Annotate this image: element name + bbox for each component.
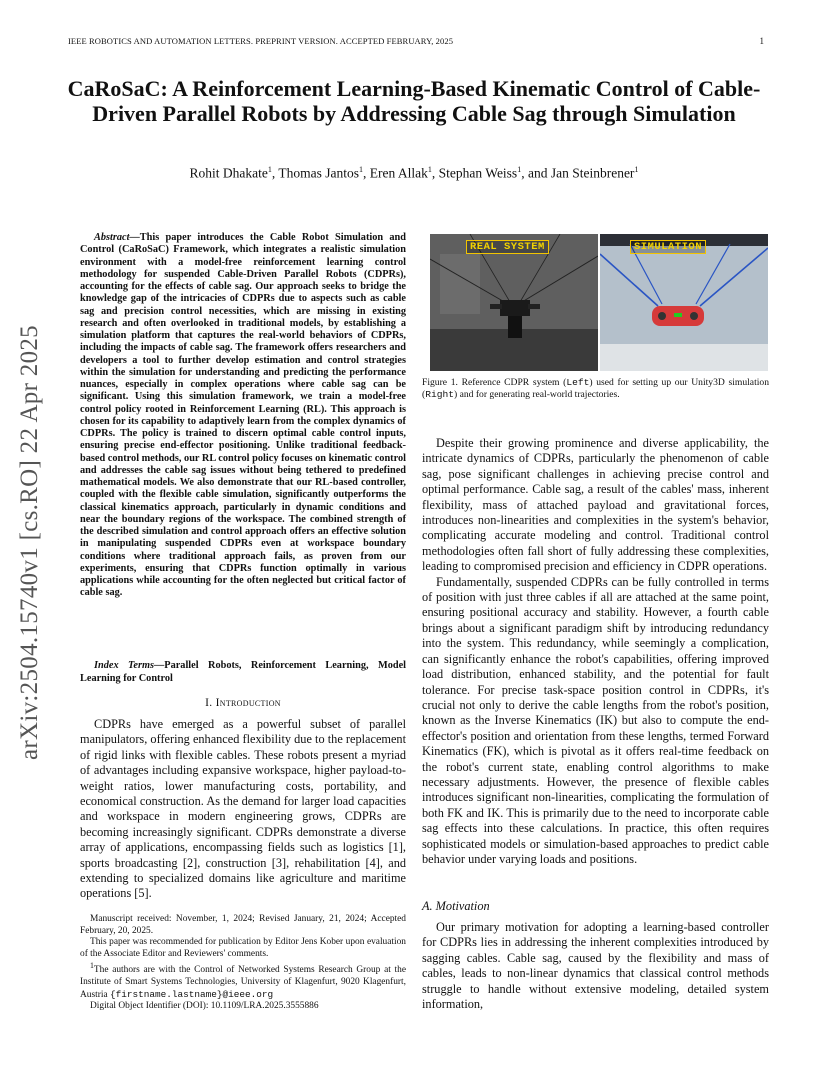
page-number: 1 [759, 36, 764, 46]
index-terms-text: Parallel Robots, Reinforcement Learning, Model Learning for Control [80, 660, 407, 684]
footnotes [80, 914, 406, 1013]
abstract-text: This paper introduces the Cable Robot Simulation and Control (CaRoSaC) Framework, which integrates a realistic simulation environment with a model-free reinforcement learning control methodology for suspended Cable-Driven Parallel Robots (CDPRs), accounting for the effects of cable sag. Our approach seeks to bridge the knowledge gap of the intricacies of CDPRs due to aspects such as cable sag and precision control necessities, which are missing in existing research and often overlooked in traditional models, by establishing a simulation platform that captures the real-world behaviors of CDPRs, including the impacts of cable sag. The framework offers researchers and developers a tool to further develop estimation and control strategies within the simulation for understanding and predicting the performance nuances, especially in complex operations where cable sag can be significant. Using this simulation framework, we train a model-free control policy rooted in Reinforcement Learning (RL). This approach is chosen for its capability to adaptively learn from the complex dynamics of CDPRs. The policy is trained to discern optimal cable control inputs, ensuring precise end-effector positioning. Unlike traditional feedback-based control methods, our RL control policy focuses on kinematic control and addresses the cable sag issues without being tethered to predefined mathematical models. We also demonstrate that our RL-based controller, coupled with the flexible cable simulation, significantly outperforms the classical kinematics approach, particularly in dynamic conditions and near the boundary regions of the workspace. The combined strength of the described simulation and control approach offers an effective solution in manipulating suspended CDPRs even at workspace boundary conditions where traditional approach fails, as proven from our experiments, ensuring that CDPRs function optimally in various applications while accounting for the often neglected but critical factor of cable sag. [80, 232, 406, 599]
section-numeral: I. [205, 697, 213, 709]
figure-caption: Figure 1. Reference CDPR system (Left) used for setting up our Unity3D simulation (Right) and for generating real-world trajectories. [422, 377, 769, 400]
right-column-body [422, 436, 769, 867]
paragraph: Despite their growing prominence and diverse applicability, the intricate dynamics of CDPRs, particularly the phenomenon of cable sag, pose significant challenges in achieving precise control and optimal performance. Cable sag, a result of the cables' mass, inherent flexibility, mass of attached payload and gravitational forces, introduces non-linearities and complexities in the system's behavior, complicating accurate modeling and control. Traditional control methodologies often fall short of fully addressing these complexities, leading to compromised precision and efficiency in CDPR operations. [422, 436, 769, 574]
email-link[interactable]: {firstname.lastname}@ieee.org [109, 988, 274, 1000]
affiliation-mark: 1 [359, 165, 364, 174]
affiliation-mark: 1 [517, 165, 522, 174]
abstract [80, 232, 406, 600]
paper-title: CaRoSaC: A Reinforcement Learning-Based Kinematic Control of Cable-Driven Parallel Robots by Addressing Cable Sag through Simulation [67, 76, 761, 126]
simulation-render [600, 234, 768, 371]
paragraph: Fundamentally, suspended CDPRs can be fully controlled in terms of position with just three cables if all are attached at the same point, ensuring positional accuracy and stability. However, a fourth cable brings about a significant paradigm shift by introducing redundancy into the system. This redundancy, while seemingly a complication, can significantly enhance the robot's capabilities, offering improved load distribution, enhanced stability, and the potential for fault tolerance. For precise task-space position control in CDPRs, it's crucial not only to derive the cable lengths from the robot's position, known as the Inverse Kinematics (IK) but also to compute the end-effector's position and orientation from these lengths, termed Forward Kinematics (FK), which is pivotal as it offers real-time feedback on the robot's current state, enabling control algorithms to make necessary adjustments. However, the presence of flexible cables introduces significant non-linearities, complicating the formulation of both FK and IK. This is primarily due to the need to incorporate cable sag effects into these calculations. In practice, this often requires sophisticated models or simulation-based approaches to predict cable behavior under varying loads and positions. [422, 574, 769, 866]
footnote-doi: Digital Object Identifier (DOI): 10.1109/LRA.2025.3555886 [90, 1001, 319, 1012]
affiliation-mark: 1 [427, 165, 432, 174]
index-terms-label: Index Terms— [94, 660, 165, 671]
running-head: IEEE ROBOTICS AND AUTOMATION LETTERS. PREPRINT VERSION. ACCEPTED FEBRUARY, 2025 [68, 36, 454, 46]
real-system-illustration [430, 234, 598, 371]
figure-1 [430, 234, 768, 371]
arxiv-stamp: arXiv:2504.15740v1 [cs.RO] 22 Apr 2025 [16, 325, 43, 760]
index-terms [80, 660, 406, 685]
real-system-tag: REAL SYSTEM [466, 240, 549, 254]
author: Jan Steinbrener [550, 165, 635, 181]
real-system-photo [430, 234, 598, 371]
footnote-received: Manuscript received: November, 1, 2024; Revised January, 21, 2024; Accepted February, 20, 2025. [80, 914, 406, 936]
introduction-paragraph: CDPRs have emerged as a powerful subset of parallel manipulators, offering enhanced flexibility due to the replacement of rigid links with flexible cables. These robots present a myriad of advantages including expansive workspace, higher payload-to-weight ratios, lower manufacturing costs, portability, and economical construction. As the demand for larger load capacities and workspace in modern engineering grows, CDPRs are becoming increasingly significant. CDPRs demonstrate a diverse array of applications, encompassing fields such as logistics [1], sports broadcasting [2], construction [3], rehabilitation [4], and extending to specialized domains like agriculture and maritime operations [5]. [80, 717, 406, 901]
affiliation-mark: 1 [267, 165, 272, 174]
author-list: Rohit Dhakate$^1$, Thomas Jantos$^1$, Eren Allak$^1$, Stephan Weiss$^1$, and Jan Steinbrener$^1$ [189, 165, 639, 181]
footnote-recommended: This paper was recommended for publication by Editor Jens Kober upon evaluation of the Associate Editor and Reviewers' comments. [80, 937, 406, 959]
section-title: Introduction [215, 697, 281, 709]
simulation-tag: SIMULATION [630, 240, 706, 254]
affiliation-mark: 1 [634, 165, 639, 174]
footnote-affiliation: $^1$The authors are with the Control of Networked Systems Research Group at the Institute of Smart Systems Technologies, University of Klagenfurt, 9020 Klagenfurt, Austria {firstname.lastname}@ieee.org [80, 961, 406, 1000]
author: Eren Allak [369, 165, 428, 181]
section-heading [80, 697, 406, 711]
author: Thomas Jantos [278, 165, 360, 181]
author: Stephan Weiss [438, 165, 518, 181]
motivation-paragraph: Our primary motivation for adopting a learning-based controller for CDPRs lies in addressing the inherent complexities introduced by sagging cables. Cable sag, caused by the flexibility and mass of cables, leads to non-linear dynamics that classical control methods struggle to handle without extensive modeling, detailed system information, [422, 920, 769, 1012]
simulation-illustration [600, 234, 768, 371]
subsection-heading: A. Motivation [422, 899, 490, 913]
abstract-label: Abstract— [94, 232, 140, 243]
author: Rohit Dhakate [189, 165, 268, 181]
